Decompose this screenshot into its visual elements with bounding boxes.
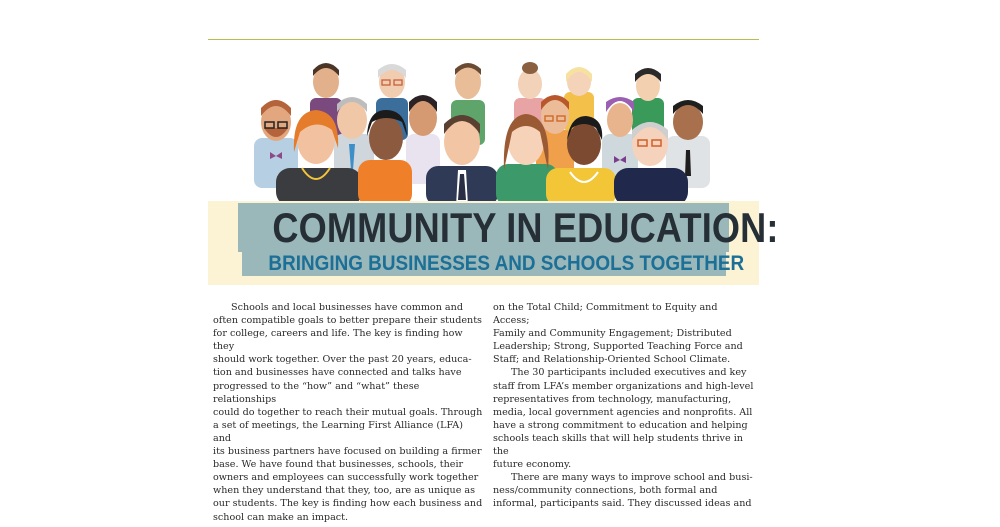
headline: [238, 203, 779, 275]
text-line: Staff; and Relationship-Oriented School Climate.: [493, 354, 731, 366]
text-line: staff from LFA’s member organizations and high-level: [493, 380, 754, 392]
text-line: The 30 participants included executives and key: [511, 367, 747, 379]
text-line: should work together. Over the past 20 years, educa-: [213, 354, 472, 366]
text-line: owners and employees can successfully work together: [213, 472, 479, 484]
text-line: Family and Community Engagement; Distributed: [493, 328, 732, 340]
text-line: have a strong commitment to education and helping: [493, 419, 748, 431]
headline-subtitle-text: BRINGING BUSINESSES AND SCHOOLS TOGETHER: [268, 252, 745, 275]
text-line: for college, careers and life. The key is finding how they: [213, 328, 463, 353]
top-rule: [208, 39, 759, 40]
text-line: its business partners have focused on building a firmer: [213, 446, 482, 458]
community-people-illustration: [236, 60, 726, 206]
text-line: our students. The key is finding how each business and: [213, 498, 483, 510]
text-line: tion and businesses have connected and talks have: [213, 367, 462, 379]
headline-title-box: [238, 203, 779, 252]
headline-title: COMMUNITY IN EDUCATION:: [272, 204, 779, 251]
text-line: Schools and local businesses have common and: [231, 302, 463, 313]
text-line: a set of meetings, the Learning First Alliance (LFA) and: [213, 419, 463, 444]
article-paragraph: [493, 301, 755, 366]
article-paragraph: [213, 301, 483, 524]
article-column-right: [493, 301, 755, 511]
article-paragraph: [493, 471, 755, 510]
text-line: ness/community connections, both formal and: [493, 485, 718, 497]
text-line: media, local government agencies and nonprofits. All: [493, 406, 753, 418]
text-line: base. We have found that businesses, schools, their: [213, 459, 464, 471]
article-paragraph: [493, 366, 755, 471]
text-line: representatives from technology, manufacturing,: [493, 393, 732, 405]
text-line: schools teach skills that will help students thrive in the: [493, 432, 743, 458]
text-line: could do together to reach their mutual goals. Through: [213, 406, 483, 418]
text-line: on the Total Child; Commitment to Equity and Access;: [493, 302, 718, 327]
headline-subtitle: [242, 252, 745, 276]
text-line: Leadership; Strong, Supported Teaching Force and: [493, 341, 743, 353]
article-column-left: [213, 301, 483, 524]
text-line: There are many ways to improve school and busi-: [511, 472, 753, 484]
text-line: informal, participants said. They discussed ideas and: [493, 498, 752, 510]
text-line: school can make an impact.: [213, 511, 349, 523]
text-line: when they understand that they, too, are as unique as: [213, 485, 476, 497]
text-line: future economy.: [493, 459, 572, 471]
text-line: progressed to the “how” and “what” these relationships: [213, 380, 420, 405]
text-line: often compatible goals to better prepare their students: [213, 315, 482, 327]
